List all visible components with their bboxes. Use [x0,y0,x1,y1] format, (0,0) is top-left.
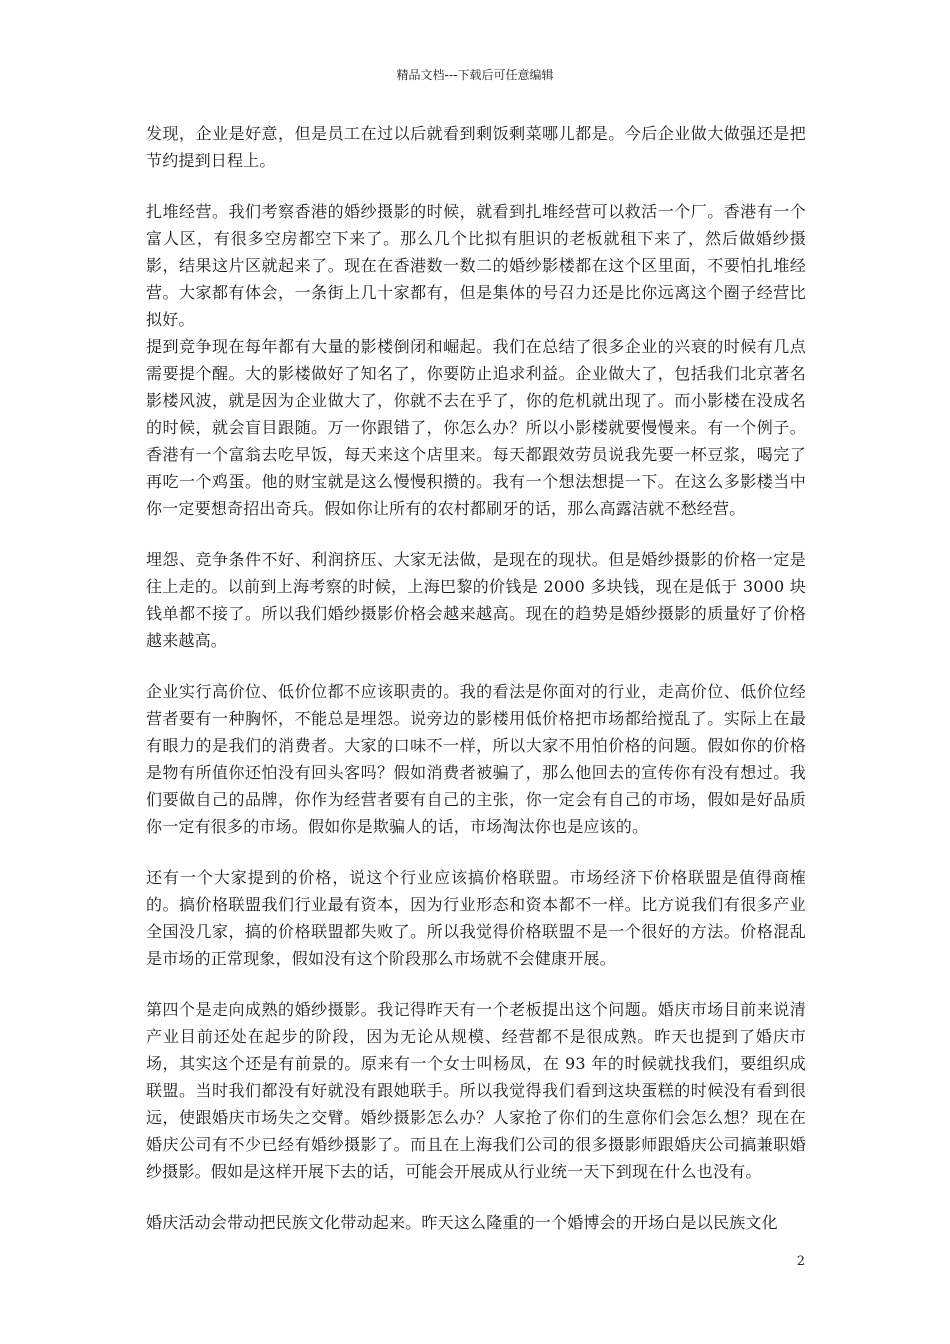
paragraph-6: 还有一个大家提到的价格，说这个行业应该搞价格联盟。市场经济下价格联盟是值得商榷的。搞价格联盟我们行业最有资本，因为行业形态和资本都不一样。比方说我们有很多产业全国没几家，搞的价格联盟都失败了。所以我觉得价格联盟不是一个很好的方法。价格混乱是市场的正常现象，假如没有这个阶段那么市场就不会健康开展。 [146,868,806,968]
paragraph-3: 提到竞争现在每年都有大量的影楼倒闭和崛起。我们在总结了很多企业的兴衰的时候有几点需要提个醒。大的影楼做好了知名了，你要防止追求利益。企业做大了，包括我们北京著名影楼风波，就是因为企业做大了，你就不去在乎了，你的危机就出现了。而小影楼在没成名的时候，就会盲目跟随。万一你跟错了，你怎么办？所以小影楼就要慢慢来。有一个例子。香港有一个富翁去吃早饭，每天来这个店里来。每天都跟效劳员说我先要一杯豆浆，喝完了再吃一个鸡蛋。他的财宝就是这么慢慢积攒的。我有一个想法想提一下。在这么多影楼当中你一定要想奇招出奇兵。假如你让所有的农村都刷牙的话，那么高露洁就不愁经营。 [146,337,806,518]
paragraph-4: 埋怨、竞争条件不好、利润挤压、大家无法做，是现在的现状。但是婚纱摄影的价格一定是往上走的。以前到上海考察的时候，上海巴黎的价钱是 2000 多块钱，现在是低于 3000 块钱单都不接了。所以我们婚纱摄影价格会越来越高。现在的趋势是婚纱摄影的质量好了价格越来越高。 [146,550,806,650]
page-number: 2 [796,1254,805,1269]
page-header: 精品文档---下载后可任意编辑 [396,68,554,82]
paragraph-1: 发现，企业是好意，但是员工在过以后就看到剩饭剩菜哪儿都是。今后企业做大做强还是把节约提到日程上。 [146,124,806,170]
paragraph-7: 第四个是走向成熟的婚纱摄影。我记得昨天有一个老板提出这个问题。婚庆市场目前来说清产业目前还处在起步的阶段，因为无论从规模、经营都不是很成熟。昨天也提到了婚庆市场，其实这个还是有前景的。原来有一个女士叫杨凤，在 93 年的时候就找我们，要组织成联盟。当时我们都没有好就没有跟她联手。所以我觉得我们看到这块蛋糕的时候没有看到很远，使跟婚庆市场失之交臂。婚纱摄影怎么办？人家抢了你们的生意你们会怎么想？现在在婚庆公司有不少已经有婚纱摄影了。而且在上海我们公司的很多摄影师跟婚庆公司搞兼职婚纱摄影。假如是这样开展下去的话，可能会开展成从行业统一天下到现在什么也没有。 [146,1000,806,1181]
paragraph-2: 扎堆经营。我们考察香港的婚纱摄影的时候，就看到扎堆经营可以救活一个厂。香港有一个富人区，有很多空房都空下来了。那么几个比拟有胆识的老板就租下来了，然后做婚纱摄影，结果这片区就起来了。现在在香港数一数二的婚纱影楼都在这个区里面，不要怕扎堆经营。大家都有体会，一条街上几十家都有，但是集体的号召力还是比你远离这个圈子经营比拟好。 [146,202,806,329]
paragraph-5: 企业实行高价位、低价位都不应该职责的。我的看法是你面对的行业，走高价位、低价位经营者要有一种胸怀，不能总是埋怨。说旁边的影楼用低价格把市场都给搅乱了。实际上在最有眼力的是我们的消费者。大家的口味不一样，所以大家不用怕价格的问题。假如你的价格是物有所值你还怕没有回头客吗？假如消费者被骗了，那么他回去的宣传你有没有想过。我们要做自己的品牌，你作为经营者要有自己的主张，你一定会有自己的市场，假如是好品质你一定有很多的市场。假如你是欺骗人的话，市场淘汰你也是应该的。 [146,682,806,836]
paragraph-8: 婚庆活动会带动把民族文化带动起来。昨天这么隆重的一个婚博会的开场白是以民族文化 [146,1213,778,1232]
document-body [146,120,806,1236]
